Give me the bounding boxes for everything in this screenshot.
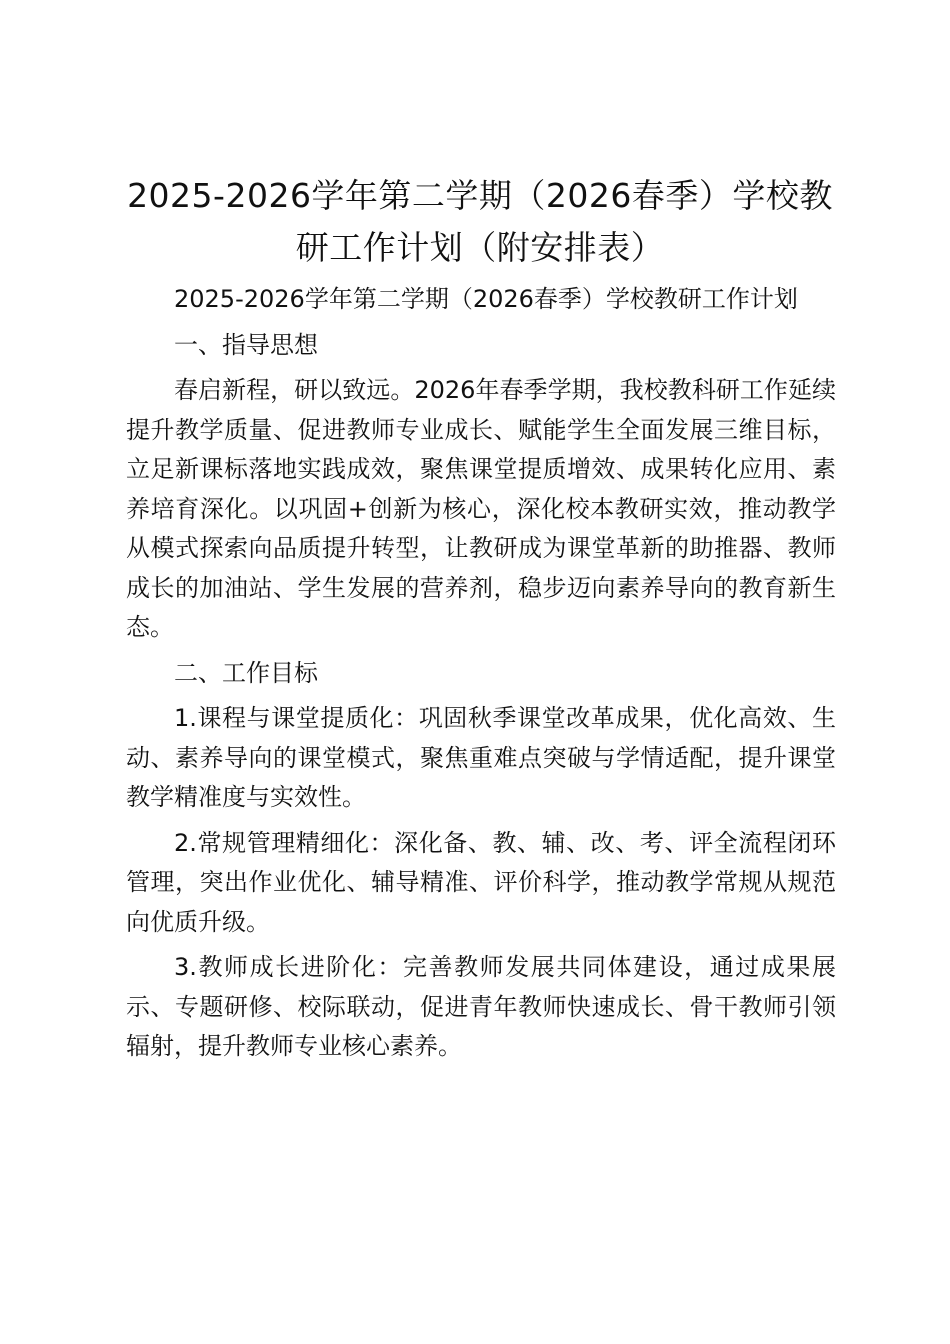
document-subtitle: 2025-2026学年第二学期（2026春季）学校教研工作计划 bbox=[174, 285, 798, 313]
document-title: 2025-2026学年第二学期（2026春季）学校教研工作计划（附安排表） bbox=[127, 176, 833, 267]
paragraph-goal-1: 1.课程与课堂提质化：巩固秋季课堂改革成果，优化高效、生动、素养导向的课堂模式，聚焦重难点突破与学情适配，提升课堂教学精准度与实效性。 bbox=[126, 704, 836, 811]
paragraph-goal-2: 2.常规管理精细化：深化备、教、辅、改、考、评全流程闭环管理，突出作业优化、辅导精准、评价科学，推动教学常规从规范向优质升级。 bbox=[126, 828, 836, 936]
section-heading-guiding-ideology: 一、指导思想 bbox=[174, 330, 318, 359]
document-body bbox=[126, 280, 836, 1073]
paragraph-goal-3: 3.教师成长进阶化：完善教师发展共同体建设，通过成果展示、专题研修、校际联动，促进青年教师快速成长、骨干教师引领辐射，提升教师专业核心素养。 bbox=[126, 953, 836, 1060]
paragraph-guiding-ideology: 春启新程，研以致远。2026年春季学期，我校教科研工作延续提升教学质量、促进教师专业成长、赋能学生全面发展三维目标，立足新课标落地实践成效，聚焦课堂提质增效、成果转化应用、素养培育深化。以巩固+创新为核心，深化校本教研实效，推动教学从模式探索向品质提升转型，让教研成为课堂革新的助推器、教师成长的加油站、学生发展的营养剂，稳步迈向素养导向的教育新生态。 bbox=[126, 376, 836, 641]
section-heading-work-goals: 二、工作目标 bbox=[174, 658, 318, 687]
